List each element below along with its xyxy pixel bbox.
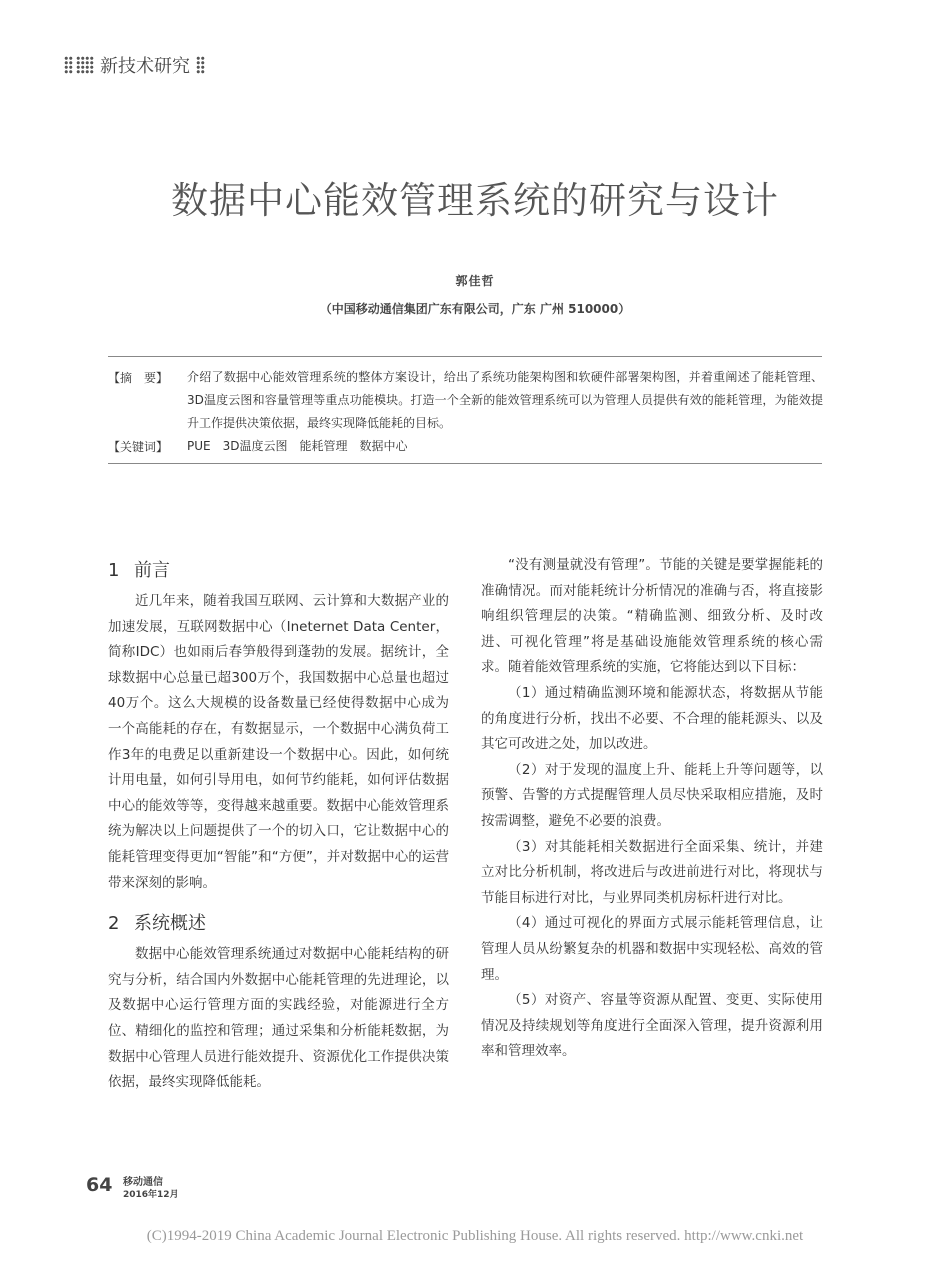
list-item: （4）通过可视化的界面方式展示能耗管理信息，让管理人员从纷繁复杂的机器和数据中实现轻松、高效的管理。 — [481, 915, 823, 983]
section-label: 新技术研究 — [100, 56, 190, 77]
list-item: （1）通过精确监测环境和能源状态，将数据从节能的角度进行分析，找出不必要、不合理的能耗源头、以及其它可改进之处，加以改进。 — [481, 684, 823, 753]
divider — [108, 463, 822, 464]
list-item: （3）对其能耗相关数据进行全面采集、统计，并建立对比分析机制，将改进后与改进前进行对比，将现状与节能目标进行对比，与业界同类机房标杆进行对比。 — [481, 838, 823, 906]
left-column — [108, 553, 449, 1096]
right-column — [481, 553, 823, 1065]
section-title: 系统概述 — [134, 913, 206, 935]
section-number: 2 — [108, 913, 120, 935]
dots-ornament-icon — [64, 56, 73, 74]
running-header — [64, 52, 208, 78]
abstract-label: 【摘 要】 — [108, 371, 169, 385]
keywords-label: 【关键词】 — [108, 440, 169, 454]
body-paragraph: 近几年来，随着我国互联网、云计算和大数据产业的加速发展，互联网数据中心（Ineternet Data Center，简称IDC）也如雨后春笋般得到蓬勃的发展。据统计，全球数据中心总量已超300万个，我国数据中心总量也超过40万个。这么大规模的设备数量已经使得数据中心成为一个高能耗的存在，有数据显示，一个数据中心满负荷工作3年的电费足以重新建设一个数据中心。因此，如何统计用电量，如何引导用电，如何节约能耗，如何评估数据中心的能效等等，变得越来越重要。数据中心能效管理系统为解决以上问题提供了一个的切入口，它让数据中心的能耗管理变得更加“智能”和“方便”，并对数据中心的运营带来深刻的影响。 — [108, 593, 449, 891]
dots-ornament-icon — [76, 56, 94, 74]
journal-name: 移动通信 — [123, 1177, 163, 1188]
list-item: （2）对于发现的温度上升、能耗上升等问题等，以预警、告警的方式提醒管理人员尽快采取相应措施，及时按需调整，避免不必要的浪费。 — [481, 761, 823, 829]
page-number: 64 — [86, 1174, 113, 1196]
section-number: 1 — [108, 560, 120, 581]
dots-ornament-icon — [196, 56, 205, 74]
keywords-text: PUE 3D温度云图 能耗管理 数据中心 — [187, 439, 408, 453]
paper-title: 数据中心能效管理系统的研究与设计 — [171, 179, 779, 222]
abstract-text: 介绍了数据中心能效管理系统的整体方案设计，给出了系统功能架构图和软硬件部署架构图，并着重阐述了能耗管理、3D温度云图和容量管理等重点功能模块。打造一个全新的能效管理系统可以为管理人员提供有效的能耗管理，为能效提升工作提供决策依据，最终实现降低能耗的目标。 — [187, 370, 823, 430]
author: 郭佳哲 — [455, 274, 495, 288]
body-paragraph: “没有测量就没有管理”。节能的关键是要掌握能耗的准确情况。而对能耗统计分析情况的准确与否，将直接影响组织管理层的决策。“精确监测、细致分析、及时改进、可视化管理”将是基础设施能效管理系统的核心需求。随着能效管理系统的实施，它将能达到以下目标： — [481, 557, 823, 676]
copyright-notice: (C)1994-2019 China Academic Journal Electronic Publishing House. All rights reserved. http://www.cnki.net — [146, 1228, 804, 1244]
affiliation: （中国移动通信集团广东有限公司，广东 广州 510000） — [319, 302, 631, 316]
list-item: （5）对资产、容量等资源从配置、变更、实际使用情况及持续规划等角度进行全面深入管理，提升资源利用率和管理效率。 — [481, 992, 823, 1060]
section-heading — [108, 906, 449, 942]
body-paragraph: 数据中心能效管理系统通过对数据中心能耗结构的研究与分析，结合国内外数据中心能耗管理的先进理论，以及数据中心运行管理方面的实践经验，对能源进行全方位、精细化的监控和管理；通过采集和分析能耗数据，为数据中心管理人员进行能效提升、资源优化工作提供决策依据，最终实现降低能耗。 — [108, 946, 449, 1091]
divider — [108, 356, 822, 357]
section-heading — [108, 553, 449, 589]
section-title: 前言 — [134, 560, 170, 581]
issue-date: 2016年12月 — [123, 1190, 179, 1200]
